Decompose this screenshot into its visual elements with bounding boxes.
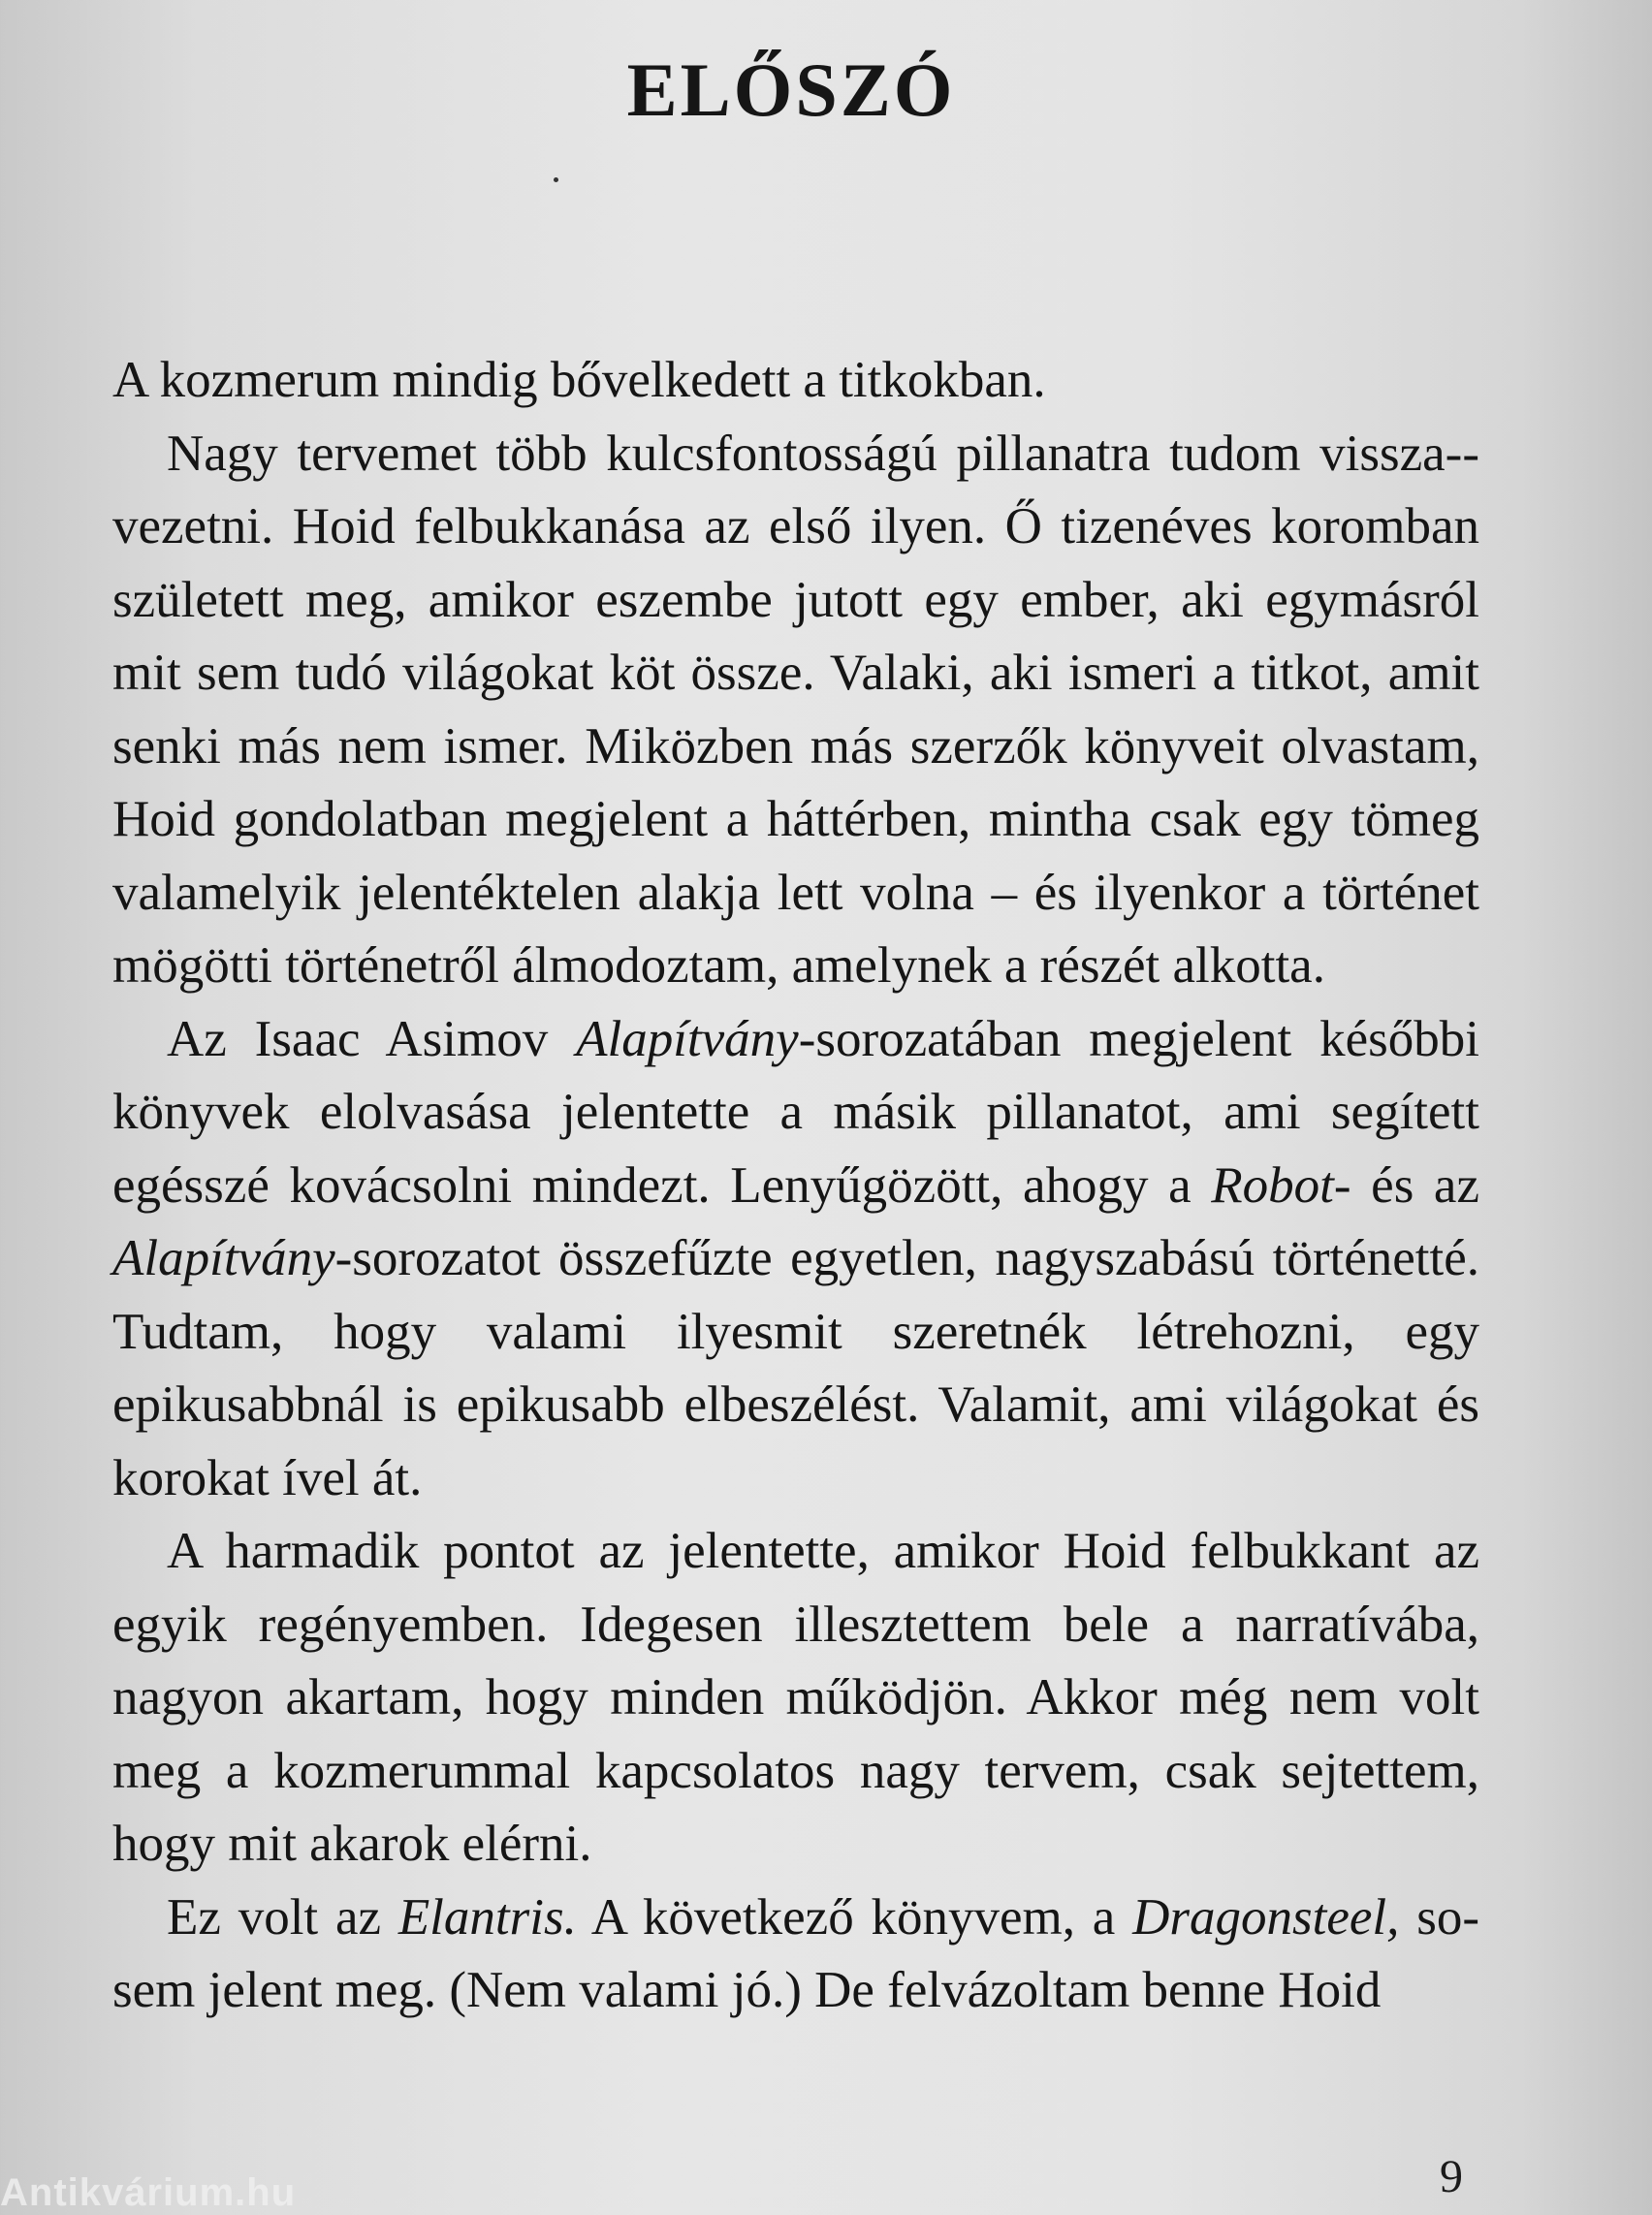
- italic-title-text: Robot: [1211, 1156, 1334, 1214]
- italic-title-text: Alapítvány: [576, 1010, 799, 1067]
- paragraph: [112, 1515, 1479, 1882]
- ink-speck: [554, 177, 558, 182]
- paragraph-text: - és az: [1333, 1156, 1479, 1214]
- page-number: 9: [1440, 2151, 1463, 2202]
- body-text: [112, 344, 1479, 2028]
- paragraph-text: sosem jelent meg. (Nem valami jó.) De felvázoltam benne Hoid: [112, 1888, 1479, 2018]
- page-title: ELŐSZÓ: [626, 47, 956, 132]
- italic-title-text: Elantris.: [397, 1888, 577, 1946]
- paragraph-text: Az Isaac Asimov: [167, 1010, 577, 1067]
- paragraph-text: -sorozatában megjelent későbbi könyvek elolvasása jelentette a másik pillanatot, ami segített egésszé kovácsolni mindezt. Lenyűgözött, ahogy a: [112, 1010, 1479, 1214]
- paragraph-text: Ez volt az: [167, 1888, 398, 1946]
- watermark: Antikvárium.hu: [0, 2171, 297, 2214]
- paragraph: [112, 1003, 1479, 1516]
- italic-title-text: Dragonsteel,: [1132, 1888, 1400, 1946]
- paragraph: [112, 344, 1479, 418]
- paragraph: [112, 1882, 1479, 2028]
- paragraph-text: A harmadik pontot az jelentette, amikor Hoid felbukkant az egyik regényemben. Idegesen illesztettem bele a narratívába, nagyon akartam, hogy minden működjön. Akkor még nem volt meg a kozmerummal kapcsolatos nagy tervem, csak sejtettem, hogy mit akarok elérni.: [112, 1523, 1479, 1872]
- paragraph-text: A következő könyvem, a: [576, 1888, 1133, 1946]
- paragraph-text: -sorozatot összefűzte egyetlen, nagyszabású történetté. Tudtam, hogy valami ilyesmit szeretnék létrehozni, egy epikusabbnál is epikusabb elbeszélést. Valamit, ami világokat és korokat ível át.: [112, 1230, 1479, 1506]
- paragraph-text: A kozmerum mindig bővelkedett a titkokban.: [112, 352, 1046, 408]
- paragraph-text: Nagy tervemet több kulcsfontosságú pillanatra tudom vissza-vezetni. Hoid felbukkanása az első ilyen. Ő tizenéves koromban született meg, amikor eszembe jutott egy ember, aki egymásról mit sem tudó világokat köt össze. Valaki, aki ismeri a titkot, amit senki más nem ismer. Miközben más szerzők könyveit olvastam, Hoid gondolatban megjelent a háttérben, mintha csak egy tömeg valamelyik jelentéktelen alakja lett volna – és ilyenkor a történet mögötti történetről álmodoztam, amelynek a részét alkotta.: [112, 425, 1479, 994]
- italic-title-text: Alapítvány: [112, 1230, 335, 1286]
- paragraph: [112, 418, 1479, 1003]
